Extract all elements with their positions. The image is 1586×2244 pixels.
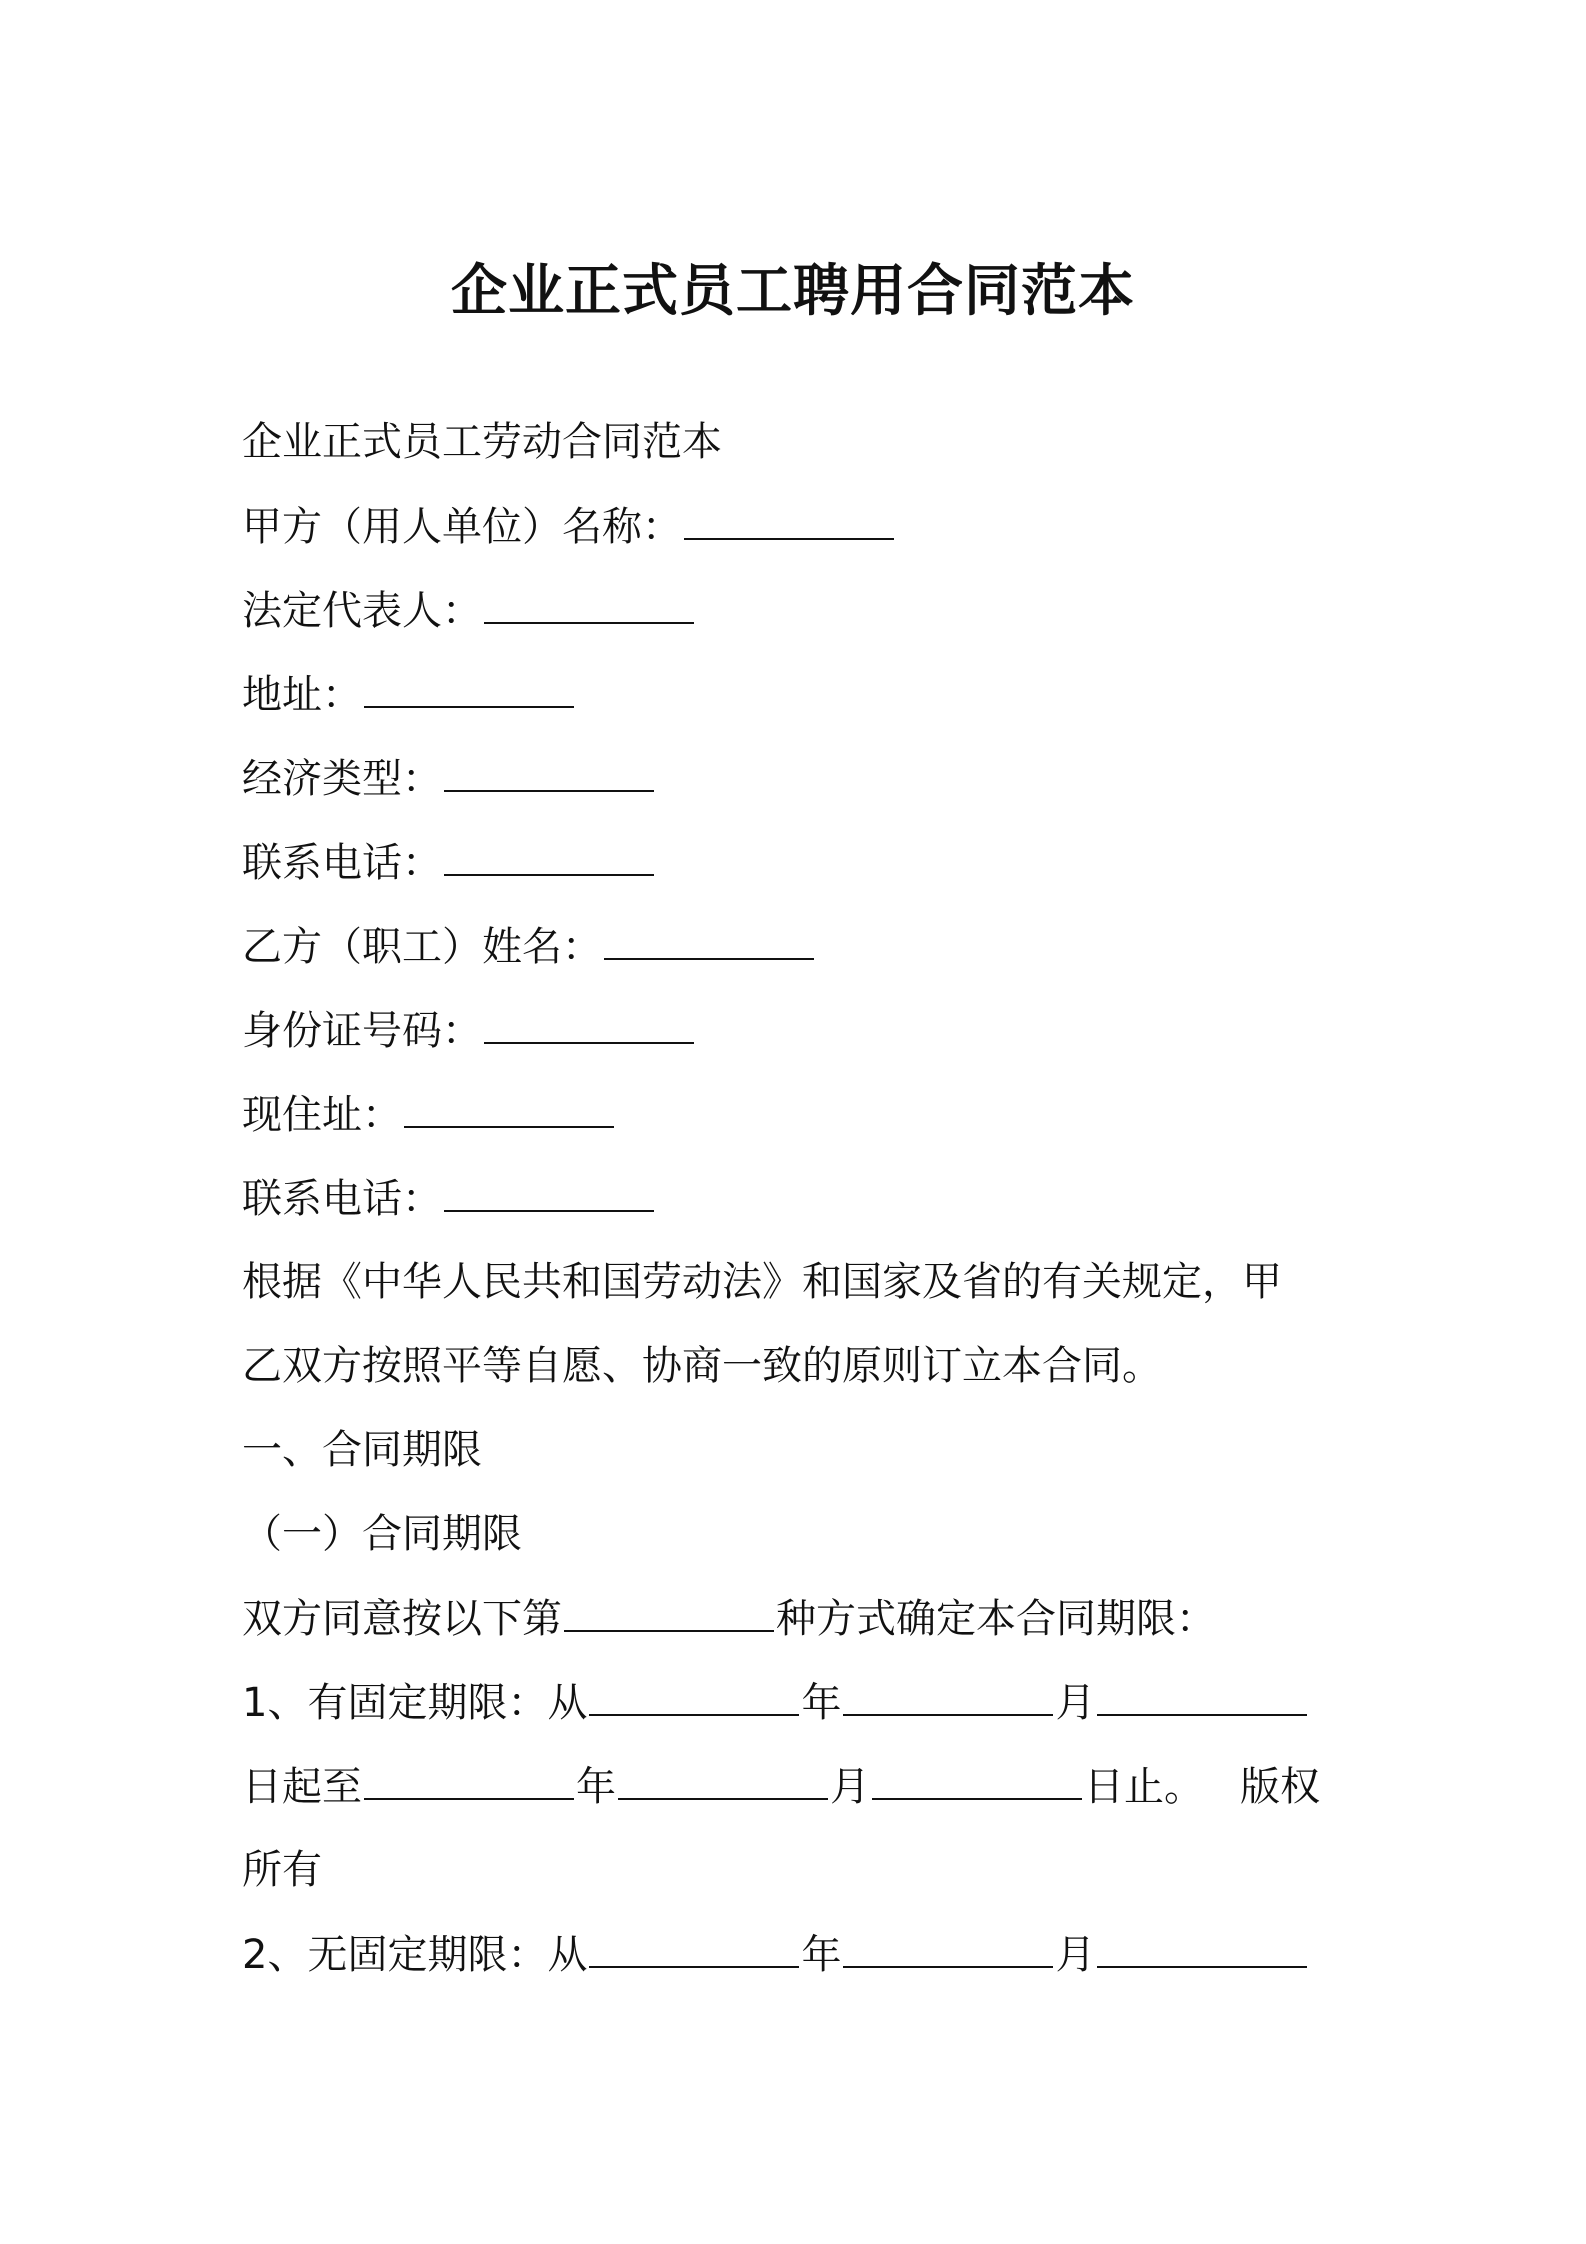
fixed-to-year-label: 年	[576, 1764, 616, 1810]
party-a-phone-blank[interactable]	[444, 832, 654, 876]
party-a-name-label: 甲方（用人单位）名称：	[242, 504, 682, 550]
party-b-address-row	[242, 1084, 1352, 1145]
party-a-phone-row	[242, 832, 1352, 893]
open-term-row	[242, 1924, 1352, 1985]
fixed-day-from-label: 日起至	[242, 1764, 362, 1810]
preamble-line-1: 根据《中华人民共和国劳动法》和国家及省的有关规定，甲	[242, 1259, 1282, 1305]
preamble-line-2: 乙双方按照平等自愿、协商一致的原则订立本合同。	[242, 1343, 1162, 1389]
open-from-month-blank[interactable]	[843, 1924, 1053, 1968]
document-title: 企业正式员工聘用合同范本	[451, 259, 1135, 324]
term-intro-pre: 双方同意按以下第	[242, 1596, 562, 1642]
party-a-address-row	[242, 664, 1352, 725]
id-number-row	[242, 1000, 1352, 1061]
copyright-text: 版权	[1240, 1764, 1320, 1810]
open-term-prefix: 2、无固定期限：从	[242, 1932, 588, 1978]
id-number-label: 身份证号码：	[242, 1008, 482, 1054]
fixed-term-row-2	[242, 1756, 1352, 1817]
section-1-sub-heading: （一）合同期限	[242, 1511, 522, 1557]
party-b-phone-blank[interactable]	[444, 1168, 654, 1212]
fixed-from-month-blank[interactable]	[843, 1672, 1053, 1716]
fixed-from-day-blank[interactable]	[1097, 1672, 1307, 1716]
party-b-phone-row	[242, 1168, 1352, 1229]
document-subtitle: 企业正式员工劳动合同范本	[242, 419, 722, 465]
legal-rep-row	[242, 580, 1352, 641]
legal-rep-label: 法定代表人：	[242, 588, 482, 634]
economic-type-row	[242, 748, 1352, 809]
term-option-blank[interactable]	[564, 1588, 774, 1632]
party-b-address-blank[interactable]	[404, 1084, 614, 1128]
party-b-name-label: 乙方（职工）姓名：	[242, 924, 602, 970]
party-b-phone-label: 联系电话：	[242, 1176, 442, 1222]
open-from-year-blank[interactable]	[589, 1924, 799, 1968]
fixed-to-month-blank[interactable]	[618, 1756, 828, 1800]
fixed-to-year-blank[interactable]	[364, 1756, 574, 1800]
party-b-name-blank[interactable]	[604, 916, 814, 960]
party-a-name-row	[242, 496, 1352, 557]
term-intro-post: 种方式确定本合同期限：	[776, 1596, 1216, 1642]
fixed-day-to-label: 日止。	[1084, 1764, 1204, 1810]
copyright-continuation: 所有	[242, 1847, 322, 1893]
open-from-year-label: 年	[801, 1932, 842, 1978]
fixed-to-day-blank[interactable]	[872, 1756, 1082, 1800]
section-1-heading: 一、合同期限	[242, 1427, 482, 1473]
open-from-month-label: 月	[1055, 1932, 1096, 1978]
open-from-day-blank[interactable]	[1097, 1924, 1307, 1968]
party-a-name-blank[interactable]	[684, 496, 894, 540]
party-b-address-label: 现住址：	[242, 1092, 402, 1138]
party-a-address-blank[interactable]	[364, 664, 574, 708]
fixed-to-month-label: 月	[830, 1764, 870, 1810]
term-intro-row	[242, 1588, 1352, 1649]
party-b-name-row	[242, 916, 1352, 977]
fixed-from-year-label: 年	[801, 1680, 842, 1726]
fixed-term-prefix: 1、有固定期限：从	[242, 1680, 588, 1726]
party-a-phone-label: 联系电话：	[242, 840, 442, 886]
economic-type-label: 经济类型：	[242, 756, 442, 802]
fixed-from-month-label: 月	[1055, 1680, 1096, 1726]
fixed-from-year-blank[interactable]	[589, 1672, 799, 1716]
economic-type-blank[interactable]	[444, 748, 654, 792]
id-number-blank[interactable]	[484, 1000, 694, 1044]
party-a-address-label: 地址：	[242, 672, 362, 718]
fixed-term-row-1	[242, 1672, 1352, 1733]
legal-rep-blank[interactable]	[484, 580, 694, 624]
